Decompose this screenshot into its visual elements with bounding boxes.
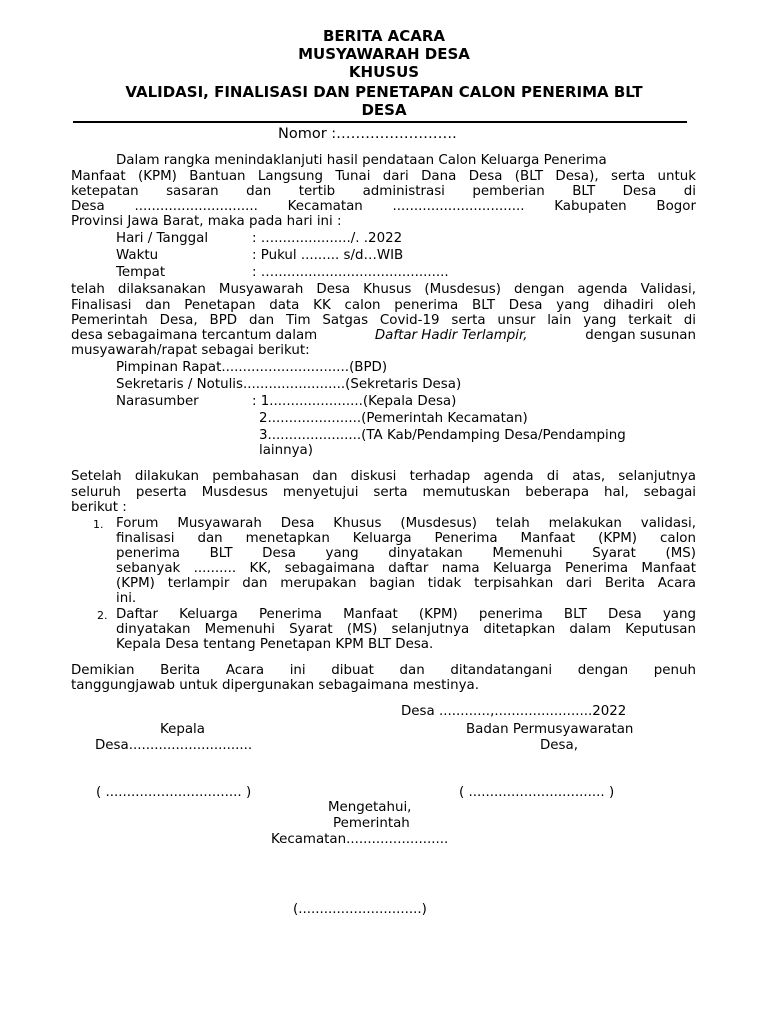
intro-line-4: Desa ............................. Kecamatan ............................... Kabupaten Bogor — [71, 199, 696, 214]
center-signer-name: (.............................) — [293, 902, 427, 917]
title-desa: DESA — [361, 101, 407, 119]
list-item-1-line-3: penerima BLT Desa yang dinyatakan Memenuhi Syarat (MS) — [116, 546, 696, 561]
narasumber-label: Narasumber — [116, 394, 199, 409]
detail-label-tempat: Tempat — [116, 265, 166, 280]
left-signer-name: ( ................................ ) — [96, 785, 252, 800]
list-item-2-line-1: Daftar Keluarga Penerima Manfaat (KPM) penerima BLT Desa yang — [116, 607, 696, 622]
list-item-1-line-4: sebanyak .......... KK, sebagaimana daftar nama Keluarga Penerima Manfaat — [116, 561, 696, 576]
detail-value-hari: : …................../. .2022 — [252, 231, 403, 246]
header-divider — [73, 121, 687, 123]
detail-label-waktu: Waktu — [116, 248, 159, 263]
list-item-2-line-3: Kepala Desa tentang Penetapan KPM BLT Desa. — [116, 637, 434, 652]
detail-value-tempat: : …......................................... — [252, 265, 449, 280]
closing-line-2: tanggungjawab untuk dipergunakan sebagaimana mestinya. — [71, 678, 480, 693]
narasumber-1: : 1......................(Kepala Desa) — [252, 394, 457, 409]
para3-line-2: seluruh peserta Musdesus menyetujui serta memutuskan beberapa hal, sebagai — [71, 485, 696, 500]
left-signer-title-2: Desa............................. — [95, 738, 253, 753]
right-signer-title-1: Badan Permusyawaratan — [466, 722, 634, 737]
sekretaris-notulis: Sekretaris / Notulis........................(Sekretaris Desa) — [116, 377, 462, 392]
para2-line-4 — [71, 328, 696, 343]
list-item-1-line-6: ini. — [116, 591, 137, 606]
narasumber-3: 3......................(TA Kab/Pendamping Desa/Pendamping — [259, 428, 626, 443]
list-item-1-line-2: finalisasi dan menetapkan Keluarga Penerima Manfaat (KPM) calon — [116, 531, 696, 546]
list-item-1-line-1: Forum Musyawarah Desa Khusus (Musdesus) telah melakukan validasi, — [116, 516, 696, 531]
list-item-2-line-2: dinyatakan Memenuhi Syarat (MS) selanjutnya ditetapkan dalam Keputusan — [116, 622, 696, 637]
detail-label-hari: Hari / Tanggal — [116, 231, 209, 246]
narasumber-3-cont: lainnya) — [259, 443, 313, 458]
list-number-2: 2. — [97, 609, 108, 622]
para2-line-5: musyawarah/rapat sebagai berikut: — [71, 343, 310, 358]
left-signer-title-1: Kepala — [160, 722, 205, 737]
right-signer-title-2: Desa, — [540, 738, 578, 753]
para2-line-4a: desa sebagaimana tercantum dalam — [71, 328, 318, 343]
title-validasi: VALIDASI, FINALISASI DAN PENETAPAN CALON PENERIMA BLT — [125, 83, 643, 101]
center-signer-title-2: Pemerintah — [333, 816, 410, 831]
right-signer-name: ( ................................ ) — [459, 785, 615, 800]
intro-line-5: Provinsi Jawa Barat, maka pada hari ini : — [71, 214, 342, 229]
center-signer-title-3: Kecamatan........................ — [271, 832, 449, 847]
title-musyawarah-desa: MUSYAWARAH DESA — [298, 45, 470, 63]
list-number-1: 1. — [93, 518, 104, 531]
para3-line-3: berikut : — [71, 500, 127, 515]
detail-value-waktu: : Pukul ......... s/d…WIB — [252, 248, 404, 263]
narasumber-2: 2......................(Pemerintah Kecamatan) — [259, 411, 528, 426]
para3-line-1: Setelah dilakukan pembahasan dan diskusi terhadap agenda di atas, selanjutnya — [71, 469, 696, 484]
closing-line-1: Demikian Berita Acara ini dibuat dan ditandatangani dengan penuh — [71, 663, 696, 678]
pimpinan-rapat: Pimpinan Rapat..............................(BPD) — [116, 360, 388, 375]
para2-line-4c: dengan susunan — [585, 328, 696, 343]
center-signer-title-1: Mengetahui, — [328, 800, 412, 815]
para2-line-2: Finalisasi dan Penetapan data KK calon penerima BLT Desa yang dihadiri oleh — [71, 298, 696, 313]
intro-line-1: Dalam rangka menindaklanjuti hasil pendataan Calon Keluarga Penerima — [116, 153, 607, 168]
intro-line-3: ketepatan sasaran dan tertib administrasi pemberian BLT Desa di — [71, 184, 696, 199]
daftar-hadir-reference: Daftar Hadir Terlampir, — [374, 328, 528, 343]
list-item-1-line-5: (KPM) terlampir dan merupakan bagian tidak terpisahkan dari Berita Acara — [116, 576, 696, 591]
title-berita-acara: BERITA ACARA — [322, 27, 446, 45]
nomor: Nomor :……………………. — [278, 126, 457, 142]
title-khusus: KHUSUS — [348, 63, 420, 81]
place-date: Desa ............,.......................2022 — [401, 704, 627, 719]
para2-line-3: Pemerintah Desa, BPD dan Tim Satgas Covid-19 serta unsur lain yang terkait di — [71, 313, 696, 328]
para2-line-1: telah dilaksanakan Musyawarah Desa Khusus (Musdesus) dengan agenda Validasi, — [71, 282, 696, 297]
intro-line-2: Manfaat (KPM) Bantuan Langsung Tunai dari Dana Desa (BLT Desa), serta untuk — [71, 169, 696, 184]
